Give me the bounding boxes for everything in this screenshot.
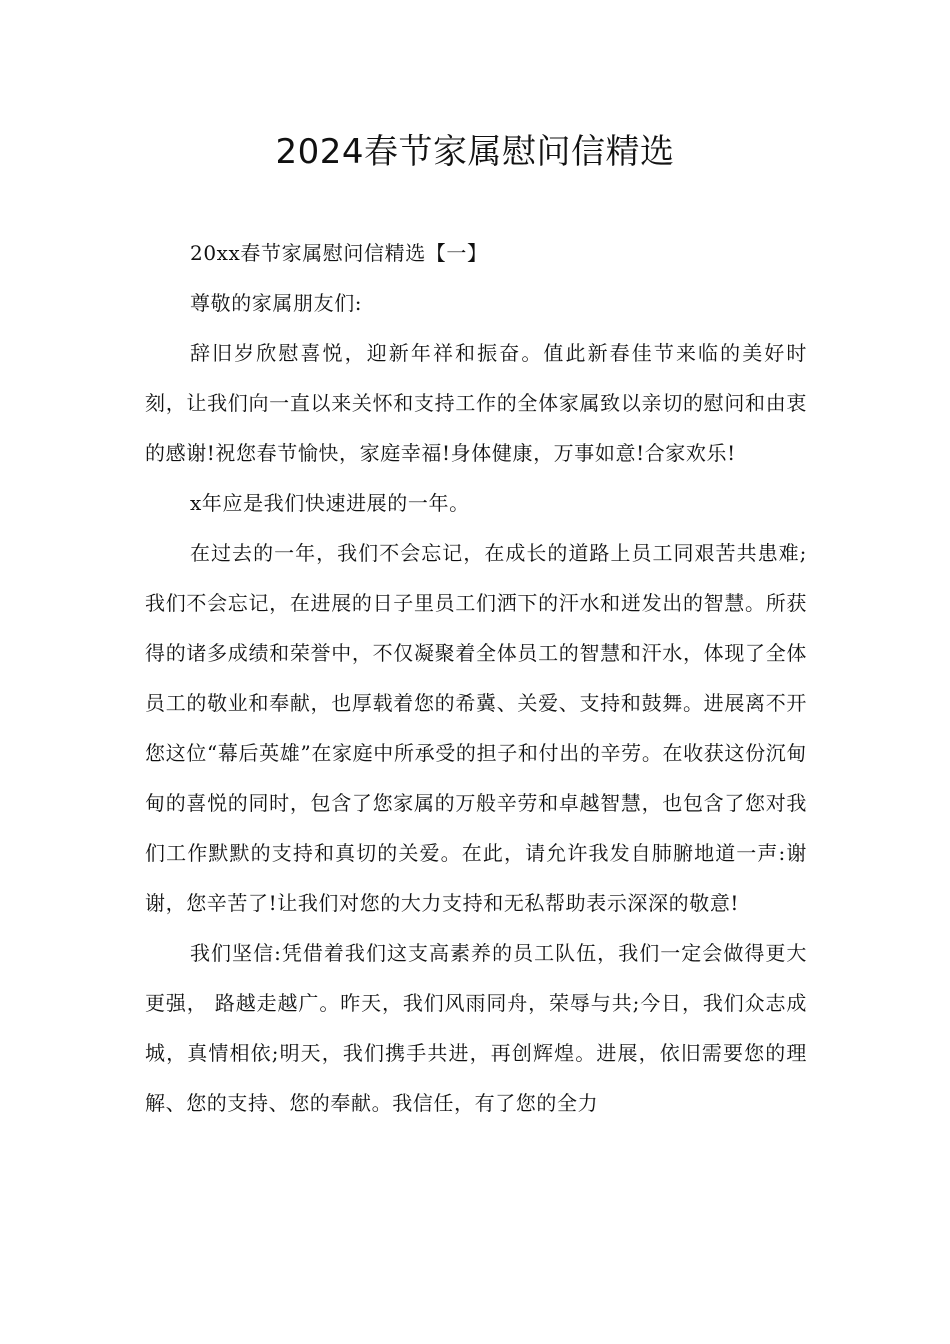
paragraph: x年应是我们快速进展的一年。 [190, 491, 470, 515]
document-body [145, 228, 807, 1128]
section-heading: 20xx春节家属慰问信精选【一】 [190, 241, 488, 265]
document-title: 2024春节家属慰问信精选 [275, 132, 675, 172]
paragraph: 在过去的一年，我们不会忘记，在成长的道路上员工同艰苦共患难;我们不会忘记，在进展的日子里员工们洒下的汗水和迸发出的智慧。所获得的诸多成绩和荣誉中，不仅凝聚着全体员工的智慧和汗水，体现了全体员工的敬业和奉献，也厚载着您的希冀、关爱、支持和鼓舞。进展离不开您这位“幕后英雄”在家庭中所承受的担子和付出的辛劳。在收获这份沉甸甸的喜悦的同时，包含了您家属的万般辛劳和卓越智慧，也包含了您对我们工作默默的支持和真切的关爱。在此，请允许我发自肺腑地道一声:谢谢，您辛苦了!让我们对您的大力支持和无私帮助表示深深的敬意! [145, 541, 807, 915]
salutation: 尊敬的家属朋友们: [190, 291, 363, 315]
paragraph: 我们坚信:凭借着我们这支高素养的员工队伍，我们一定会做得更大更强， 路越走越广。昨天，我们风雨同舟，荣辱与共;今日，我们众志成城，真情相依;明天，我们携手共进，再创辉煌。进展，依旧需要您的理解、您的支持、您的奉献。我信任，有了您的全力 [145, 941, 807, 1115]
paragraph: 辞旧岁欣慰喜悦，迎新年祥和振奋。值此新春佳节来临的美好时刻，让我们向一直以来关怀和支持工作的全体家属致以亲切的慰问和由衷的感谢!祝您春节愉快，家庭幸福!身体健康，万事如意!合家欢乐! [145, 341, 807, 465]
